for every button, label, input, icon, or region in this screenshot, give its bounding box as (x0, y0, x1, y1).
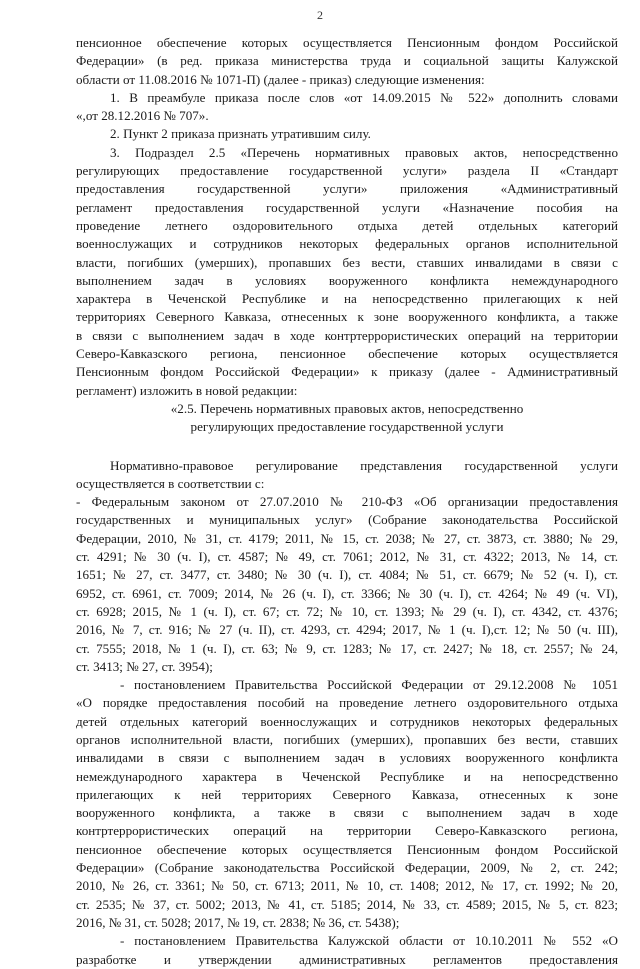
text-line: контртеррористических операций на территории Северо-Кавказского региона, (76, 823, 618, 839)
text-line: 6952, ст. 6961, ст. 7009; 2014, № 26 (ч. I), ст. 3366; № 30 (ч. I), ст. 4264; № 49 (ч. VI), (76, 585, 618, 601)
text-line: «,от 28.12.2016 № 707». (76, 108, 209, 124)
text-line: ст. 7555; 2018, № 1 (ч. I), ст. 63; № 9, ст. 1283; № 17, ст. 2427; № 18, ст. 2557; № 24, (76, 640, 618, 656)
text-line: ст. 4291; № 30 (ч. I), ст. 4587; № 49, ст. 7061; 2012, № 31, ст. 4322; 2013, № 14, ст. (76, 549, 618, 565)
text-line: прилегающих к ней территориях Северного Кавказа, отнесенных к зоне (76, 786, 618, 802)
text-line: 2010, № 26, ст. 3361; № 50, ст. 6713; 2011, № 10, ст. 1408; 2012, № 17, ст. 1992; № 20, (76, 878, 618, 894)
text-line: инвалидами в связи с выполнением задач в условиях вооруженного конфликта (76, 750, 618, 766)
text-line: «2.5. Перечень нормативных правовых актов, непосредственно (170, 400, 524, 416)
text-line: 1. В преамбуле приказа после слов «от 14.09.2015 № 522» дополнить словами (110, 89, 618, 105)
text-line: органов исполнительной власти, погибших (умерших), пропавших без вести, ставших (76, 731, 618, 747)
text-line: Северо-Кавказского региона, пенсионное обеспечение которых осуществляется (76, 346, 618, 362)
text-line: Федерации» (в ред. приказа министерства труда и социальной защиты Калужской (76, 53, 618, 69)
text-line: «О порядке предоставления пособий на проведение летнего оздоровительного отдыха (76, 695, 618, 711)
text-line: 2016, № 31, ст. 5028; 2017, № 19, ст. 2838; № 36, ст. 5438); (76, 914, 400, 930)
text-line: проведение летнего оздоровительного отдыха детей отдельных категорий (76, 217, 618, 233)
text-line: ст. 3413; № 27, ст. 3954); (76, 658, 213, 674)
text-line: - Федеральным законом от 27.07.2010 № 210-ФЗ «Об организации предоставления (76, 494, 618, 510)
text-line: регулирующих предоставление государственной услуги» раздела II «Стандарт (76, 163, 618, 179)
text-line: 2016, № 7, ст. 916; № 27 (ч. II), ст. 4293, ст. 4294; 2017, № 1 (ч. I),ст. 12; № 50 (ч. III), (76, 622, 618, 638)
text-line: немеждународного характера в Чеченской Республике и на непосредственно (76, 768, 618, 784)
text-line: детей отдельных категорий военнослужащих и сотрудников некоторых федеральных (76, 713, 618, 729)
text-line: 3. Подраздел 2.5 «Перечень нормативных правовых актов, непосредственно (110, 144, 618, 160)
text-line: пенсионное обеспечение которых осуществляется Пенсионным фондом Российской (76, 841, 618, 857)
text-line: военнослужащих и сотрудников некоторых федеральных органов исполнительной (76, 236, 618, 252)
text-line: Федерации, 2010, № 31, ст. 4179; 2011, № 15, ст. 2038; № 27, ст. 3873, ст. 3880; № 29, (76, 530, 618, 546)
text-line: - постановлением Правительства Российской Федерации от 29.12.2008 № 1051 (120, 677, 618, 693)
text-line: регламент) изложить в новой редакции: (76, 382, 298, 398)
text-line: государственных и муниципальных услуг» (Собрание законодательства Российской (76, 512, 618, 528)
document-body (76, 34, 618, 969)
text-line: регулирующих предоставление государственной услуги (190, 419, 504, 435)
text-line: осуществляется в соответствии с: (76, 475, 265, 491)
text-line: - постановлением Правительства Калужской области от 10.10.2011 № 552 «О (120, 933, 618, 949)
text-line: 2. Пункт 2 приказа признать утратившим силу. (110, 126, 371, 142)
text-line: разработке и утверждении административных регламентов предоставления (76, 951, 618, 967)
text-line: вооруженного конфликта, а также в связи с выполнением задач в ходе (76, 805, 618, 821)
text-line: выполнением задач в условиях вооруженного конфликта немеждународного (76, 272, 618, 288)
text-line: ст. 2535; № 37, ст. 5002; 2013, № 41, ст. 5185; 2014, № 33, ст. 4589; 2015, № 5, ст. 823; (76, 896, 618, 912)
text-line: территориях Северного Кавказа, отнесенных к зоне вооруженного конфликта, а также (76, 309, 618, 325)
text-line: Нормативно-правовое регулирование представления государственной услуги (110, 457, 618, 473)
page-number: 2 (317, 8, 323, 22)
text-line: власти, погибших (умерших), пропавших без вести, ставших инвалидами в связи с (76, 254, 618, 270)
text-line: характера в Чеченской Республике и на непосредственно прилегающих к ней (76, 291, 618, 307)
text-line: Федерации» (Собрание законодательства Российской Федерации, 2009, № 2, ст. 242; (76, 860, 618, 876)
text-line: области от 11.08.2016 № 1071-П) (далее - приказ) следующие изменения: (76, 71, 485, 87)
text-line: пенсионное обеспечение которых осуществляется Пенсионным фондом Российской (76, 35, 618, 50)
text-line: Пенсионным фондом Российской Федерации» к приказу (далее - Административный (76, 364, 618, 380)
text-line: 1651; № 27, ст. 3477, ст. 3480; № 30 (ч. I), ст. 4084; № 51, ст. 6679; № 52 (ч. I), ст. (76, 567, 618, 583)
paragraph-gap (76, 437, 618, 457)
text-line: регламент предоставления государственной услуги «Назначение пособия на (76, 199, 618, 215)
text-line: в связи с выполнением задач в ходе контртеррористических операций на территории (76, 327, 618, 343)
text-line: ст. 6928; 2015, № 1 (ч. I), ст. 67; ст. 72; № 10, ст. 1393; № 29 (ч. I), ст. 4342, ст. 4376; (76, 603, 618, 619)
text-line: предоставления государственной услуги» приложения «Административный (76, 181, 618, 197)
